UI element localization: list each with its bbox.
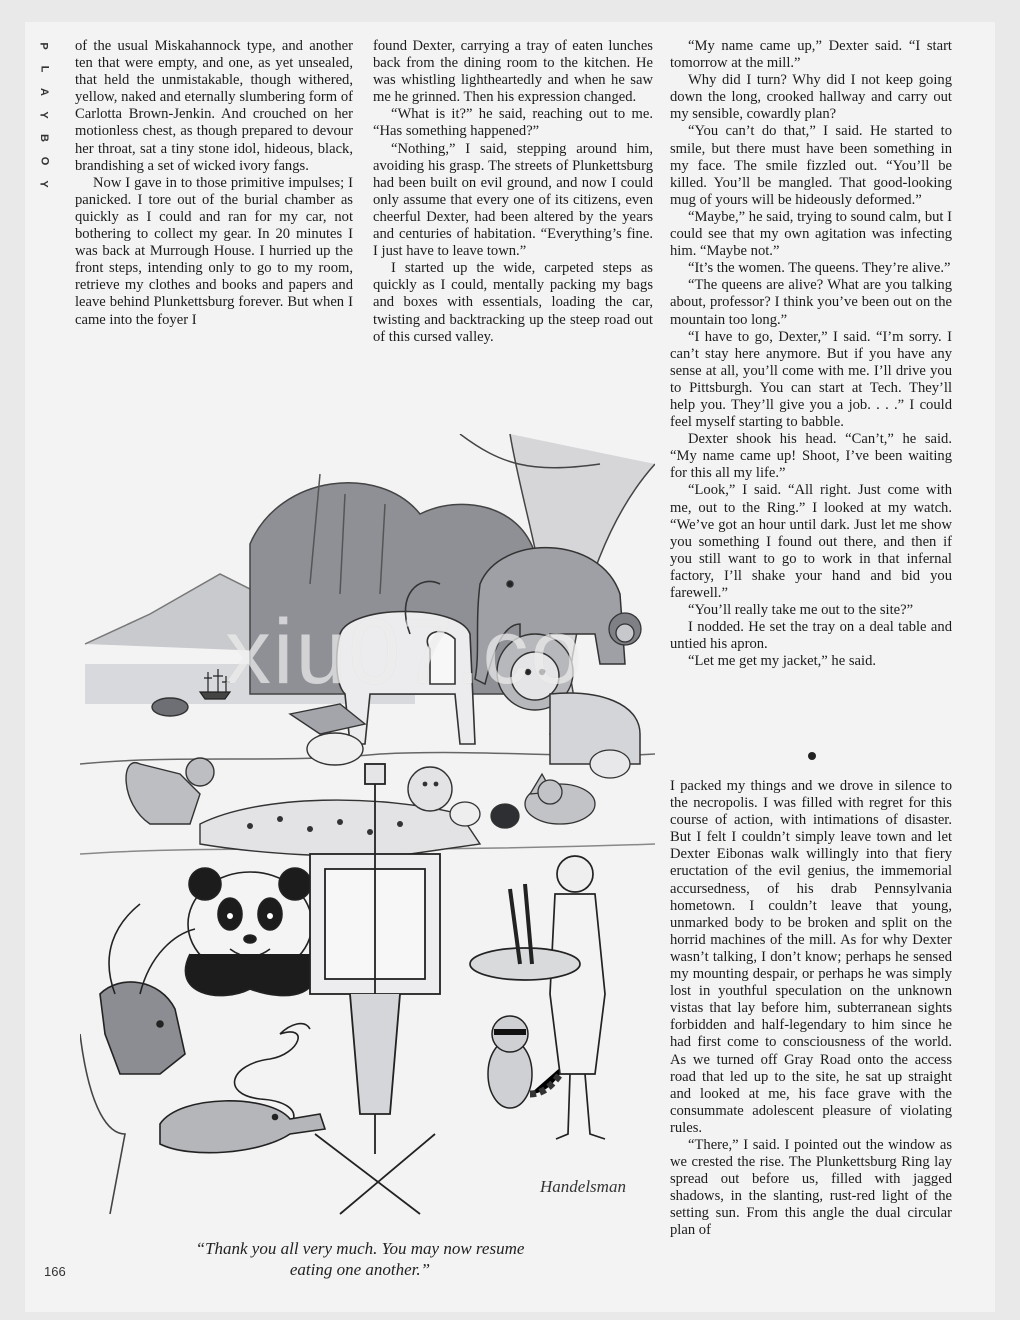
paragraph: “It’s the women. The queens. They’re alive.” [688,260,951,277]
paragraph: found Dexter, carrying a tray of eaten lunches back from the dining room to the kitchen. He was whistling lightheartedly and when he saw me he grinned. Then his expression changed. [373,38,653,106]
paragraph: Now I gave in to those primitive impulses; I panicked. I tore out of the burial chamber as quickly as I could and ran for my car, not bothering to collect my gear. In 20 minutes I was back at Murrough House. I hurried up the front steps, intending only to go to my room, retrieve my clothes and books and papers and leave behind Plunkettsburg forever. But when I came into the foyer I [75,174,353,328]
paragraph: I nodded. He set the tray on a deal table and untied his apron. [670,619,952,653]
masthead-letter: L [37,65,50,73]
black-rabbit [491,804,519,828]
masthead-letter: Y [38,111,50,119]
text-column-2 [373,38,653,346]
masthead-letter: B [37,134,50,142]
sheep [307,733,363,765]
cartoon-illustration [80,434,655,1234]
paragraph: “Let me get my jacket,” he said. [688,653,877,670]
paragraph: “There,” I said. I pointed out the window as we crested the rise. The Plunkettsburg Ring lay spread out before us, filled with jagged shadows, in the slanting, rust-red light of the setting sun. From this angle the dual circular plan of [670,1136,952,1239]
paragraph: “What is it?” he said, reaching out to me. “Has something happened?” [373,106,653,140]
masthead-letter: P [38,42,50,50]
text-column-3-continued [670,778,952,1240]
masthead-letter: A [37,88,50,96]
page-number: 166 [44,1264,66,1279]
section-break-bullet [808,752,816,760]
text-column-1 [75,38,353,329]
paragraph: “My name came up,” Dexter said. “I start tomorrow at the mill.” [670,38,952,72]
magazine-masthead [32,40,56,190]
paragraph: “I have to go, Dexter,” I said. “I’m sorry. I can’t stay here anymore. But if you have any sense at all, you’ll come with me. I’ll drive you to Pittsburgh. You can start at Tech. They’ll help you. They’ll give you a job. . . .” I could feel myself starting to babble. [670,328,952,431]
leopard [200,767,480,856]
caption-line: eating one another.” [289,1260,431,1279]
palette [470,948,580,980]
paragraph: Why did I turn? Why did I not keep going down the long, crooked hallway and carry out my sensible, cowardly plan? [670,72,952,123]
paragraph: “Nothing,” I said, stepping around him, avoiding his grasp. The streets of Plunkettsburg had been built on evil ground, and now I could only assume that every one of its citizens, even cheerful Dexter, had been altered by the years and centuries of habitation. “Everything’s fine. I just have to leave town.” [373,140,653,260]
cartoon-caption [140,1238,580,1280]
masthead-letter: O [38,156,50,166]
monkey [609,613,641,645]
antelope [80,904,195,1214]
goat [590,750,630,778]
paragraph: “Look,” I said. “All right. Just come with me, out to the Ring.” I looked at my watch. “We’ve got an hour until dark. Just let me show you something I found out there, and then if you still want to go to work in that infernal factory, I’ll shake your hand and bid you farewell.” [670,482,952,601]
paragraph: “Maybe,” he said, trying to sound calm, but I could see that my own agitation was infecting him. “Maybe not.” [670,208,952,260]
painter [470,856,605,1139]
masthead-letter: Y [38,180,50,188]
paragraph: Dexter shook his head. “Can’t,” he said. “My name came up! Shoot, I’ve been waiting for this all my life.” [670,431,952,482]
text-column-3 [670,38,952,670]
cats-and-rabbits [450,750,630,828]
platypus [160,1101,325,1153]
panda [185,868,315,996]
paragraph: “You’ll really take me out to the site?” [688,602,914,619]
watermark-text: xiu07.co [225,601,584,703]
paragraph: I packed my things and we drove in silence to the necropolis. I was filled with regret for this course of action, with intimations of disaster. But I felt I couldn’t simply leave town and let Dexter Eibonas walk willingly into that fiery eructation of the evil genius, the immemorial accursedness, of his drab Pennsylvania hometown. I couldn’t leave that young, unmarked body to be broken and split on the horrid machines of the mill. As for why Dexter wasn’t talking, I don’t know; perhaps he sensed my mounting despair, or perhaps he was simply lost in youthful speculation on the unknown vistas that lay before him, subterranean sights forbidden and half-legendary to him since he had first come to consciousness of the world. As we turned off Gray Road onto the access road that led up to the site, he sat up straight and looked at me, his face grave with the consummate adolescent pleasure of violating rules. [670,778,952,1136]
paragraph: of the usual Miskahannock type, and another ten that were empty, and one, as yet unsealed, that held the unmistakable, though withered, yellow, naked and eternally slumbering form of Carlotta Brown-Jenkin. And crouched on her motionless chest, as though prepared to devour her throat, sat a tiny stone idol, hideous, black, brandishing a set of wicked ivory fangs. [75,38,353,174]
paragraph: “The queens are alive? What are you talking about, professor? I think you’ve been out on the mountain too long.” [670,277,952,328]
paragraph: “You can’t do that,” I said. He started to smile, but there must have been something in my face. The smile fizzled out. “You’ll be killed. You’ll be mangled. That good-looking mug of yours will be hideously deformed.” [670,123,952,208]
white-rabbit [450,802,480,826]
beaver [152,698,188,716]
paragraph: I started up the wide, carpeted steps as quickly as I could, mentally packing my bags and boxes with essentials, loading the car, twisting and backtracking up the steep road out of this cursed valley. [373,260,653,345]
artist-signature: Handelsman [540,1177,626,1196]
caption-line: “Thank you all very much. You may now resume [195,1239,525,1258]
